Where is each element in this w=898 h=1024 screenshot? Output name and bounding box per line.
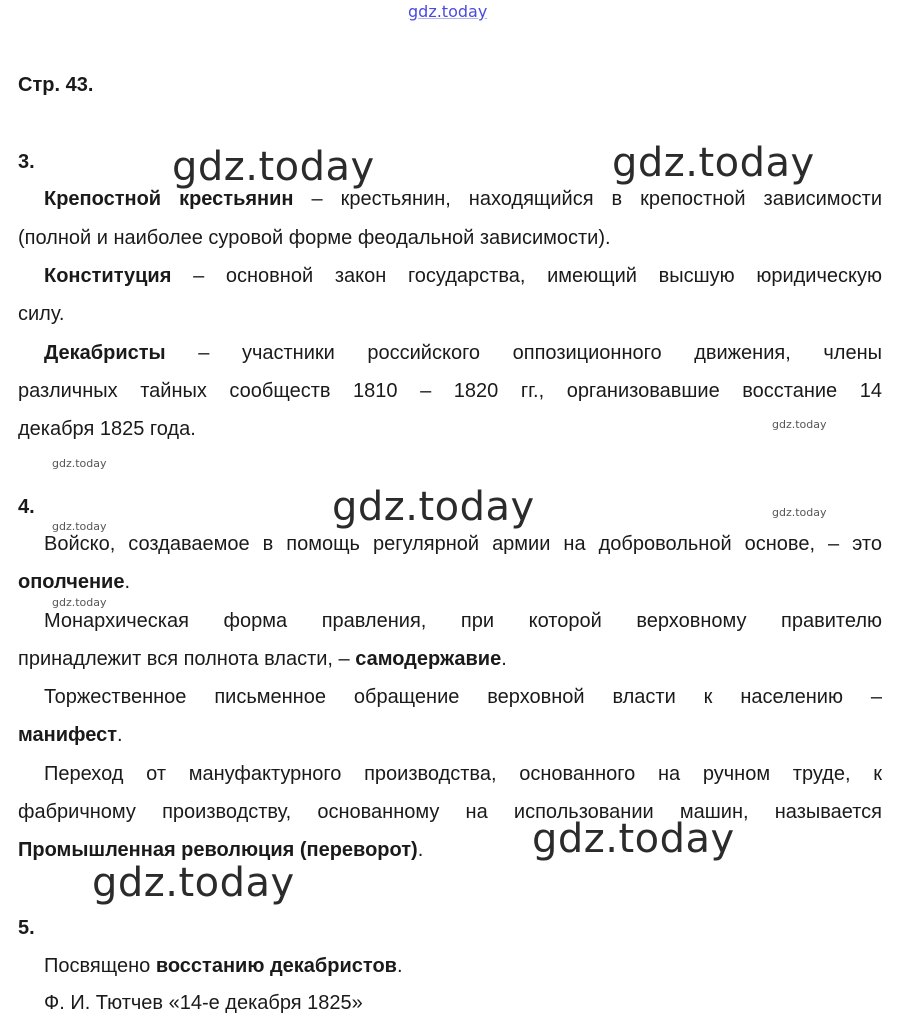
answer-line: манифест.: [18, 724, 123, 746]
section-number: 5.: [18, 917, 35, 939]
watermark: gdz.today: [172, 144, 375, 190]
term: Крепостной крестьянин: [44, 188, 294, 210]
definition-line: Крепостной крестьянин – крестьянин, находящийся в крепостной зависимости: [44, 188, 883, 210]
term: Декабристы: [44, 342, 166, 364]
watermark-top[interactable]: gdz.today: [408, 2, 488, 21]
term: Конституция: [44, 265, 172, 287]
answer-line: принадлежит вся полнота власти, – самодержавие.: [18, 648, 507, 670]
term: манифест: [18, 724, 118, 746]
page-label: Стр. 43.: [18, 74, 94, 96]
term: Промышленная революция (переворот): [18, 839, 418, 861]
definition-line: декабря 1825 года.: [18, 418, 196, 440]
definition-line: (полной и наиболее суровой форме феодальной зависимости).: [18, 227, 611, 249]
term: самодержавие: [355, 648, 502, 670]
answer-line: Ф. И. Тютчев «14-е декабря 1825»: [44, 992, 363, 1014]
watermark: gdz.today: [772, 418, 827, 431]
answer-line: Монархическая форма правления, при которой верховному правителю: [44, 610, 882, 632]
watermark: gdz.today: [772, 506, 827, 519]
definition-line: Декабристы – участники российского оппозиционного движения, члены: [44, 342, 882, 364]
definition-line: Конституция – основной закон государства, имеющий высшую юридическую: [44, 265, 882, 287]
term: ополчение: [18, 571, 125, 593]
answer-line: Переход от мануфактурного производства, основанного на ручном труде, к: [44, 763, 882, 785]
answer-line: Посвящено восстанию декабристов.: [44, 955, 403, 977]
answer-line: Торжественное письменное обращение верховной власти к населению –: [44, 686, 882, 708]
watermark: gdz.today: [92, 860, 295, 906]
watermark: gdz.today: [52, 596, 107, 609]
term: восстанию декабристов: [155, 955, 397, 977]
answer-line: Войско, создаваемое в помощь регулярной армии на добровольной основе, – это: [44, 533, 882, 555]
definition-line: силу.: [18, 303, 65, 325]
answer-line: фабричному производству, основанному на использовании машин, называется: [18, 801, 882, 823]
watermark: gdz.today: [612, 140, 815, 186]
answer-line: Промышленная революция (переворот).: [18, 839, 424, 861]
section-number: 4.: [18, 496, 35, 518]
answer-line: ополчение.: [18, 571, 131, 593]
watermark: gdz.today: [52, 520, 107, 533]
watermark: gdz.today: [52, 457, 107, 470]
section-number: 3.: [18, 151, 35, 173]
definition-line: различных тайных сообществ 1810 – 1820 гг., организовавшие восстание 14: [18, 380, 882, 402]
watermark: gdz.today: [332, 484, 535, 530]
watermark: gdz.today: [532, 816, 735, 862]
